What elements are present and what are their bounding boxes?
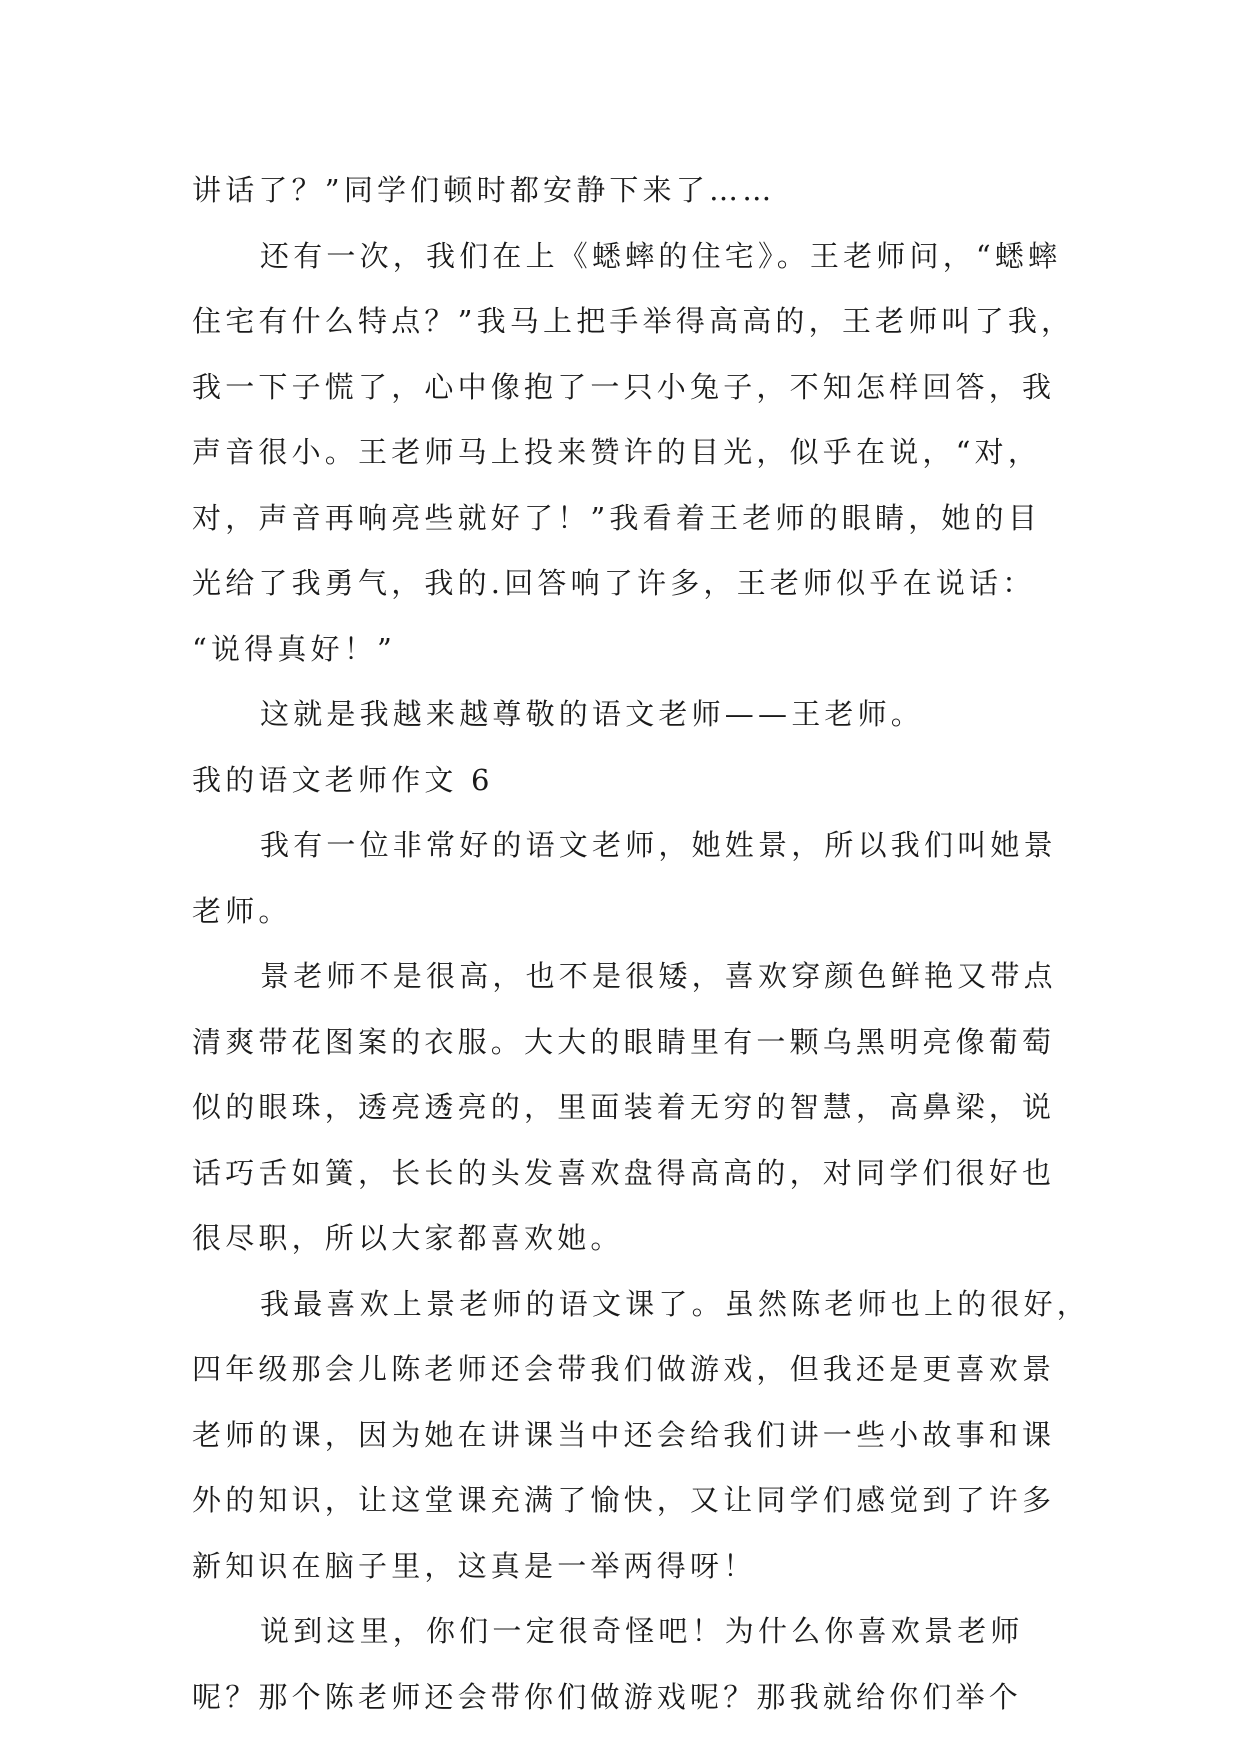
paragraph-first-line: 我有一位非常好的语文老师，她姓景，所以我们叫她景 bbox=[260, 828, 1057, 862]
paragraph-first-line: 还有一次，我们在上《蟋蟀的住宅》。王老师问，“蟋蟀 bbox=[260, 238, 1062, 273]
paragraph-first-line: 我最喜欢上景老师的语文课了。虽然陈老师也上的很好， bbox=[260, 1286, 1091, 1321]
text-line: 外的知识，让这堂课充满了愉快，又让同学们感觉到了许多 bbox=[192, 1483, 1056, 1517]
text-line: 似的眼珠，透亮透亮的，里面装着无穷的智慧，高鼻梁，说 bbox=[192, 1090, 1056, 1124]
paragraph-first-line: 说到这里，你们一定很奇怪吧！为什么你喜欢景老师 bbox=[260, 1614, 1024, 1648]
paragraph-first-line: 景老师不是很高，也不是很矮，喜欢穿颜色鲜艳又带点 bbox=[260, 959, 1057, 993]
text-line: 老师。 bbox=[192, 893, 292, 928]
text-line: 光给了我勇气，我的.回答响了许多，王老师似乎在说话： bbox=[192, 566, 1036, 600]
text-line: 对，声音再响亮些就好了！”我看着王老师的眼睛，她的目 bbox=[192, 500, 1042, 535]
text-line: 清爽带花图案的衣服。大大的眼睛里有一颗乌黑明亮像葡萄 bbox=[192, 1024, 1056, 1059]
text-line: 声音很小。王老师马上投来赞许的目光，似乎在说，“对， bbox=[192, 435, 1042, 469]
text-line: 新知识在脑子里，这真是一举两得呀！ bbox=[192, 1548, 757, 1583]
text-line: 老师的课，因为她在讲课当中还会给我们讲一些小故事和课 bbox=[192, 1417, 1056, 1452]
text-line: 我的语文老师作文 6 bbox=[192, 762, 494, 797]
paragraph-first-line: 这就是我越来越尊敬的语文老师——王老师。 bbox=[260, 697, 925, 731]
text-line: 四年级那会儿陈老师还会带我们做游戏，但我还是更喜欢景 bbox=[192, 1352, 1056, 1386]
text-line: 很尽职，所以大家都喜欢她。 bbox=[192, 1221, 624, 1255]
text-line: 我一下子慌了，心中像抱了一只小兔子，不知怎样回答，我 bbox=[192, 369, 1056, 404]
text-line: 住宅有什么特点？”我马上把手举得高高的，王老师叫了我， bbox=[192, 304, 1075, 338]
text-line: 呢？那个陈老师还会带你们做游戏呢？那我就给你们举个 bbox=[192, 1679, 1023, 1714]
text-line: 讲话了？”同学们顿时都安静下来了…… bbox=[192, 173, 776, 207]
text-line: 话巧舌如簧，长长的头发喜欢盘得高高的，对同学们很好也 bbox=[192, 1155, 1056, 1190]
text-line: “说得真好！” bbox=[192, 631, 397, 666]
essay-text bbox=[192, 158, 1091, 1730]
